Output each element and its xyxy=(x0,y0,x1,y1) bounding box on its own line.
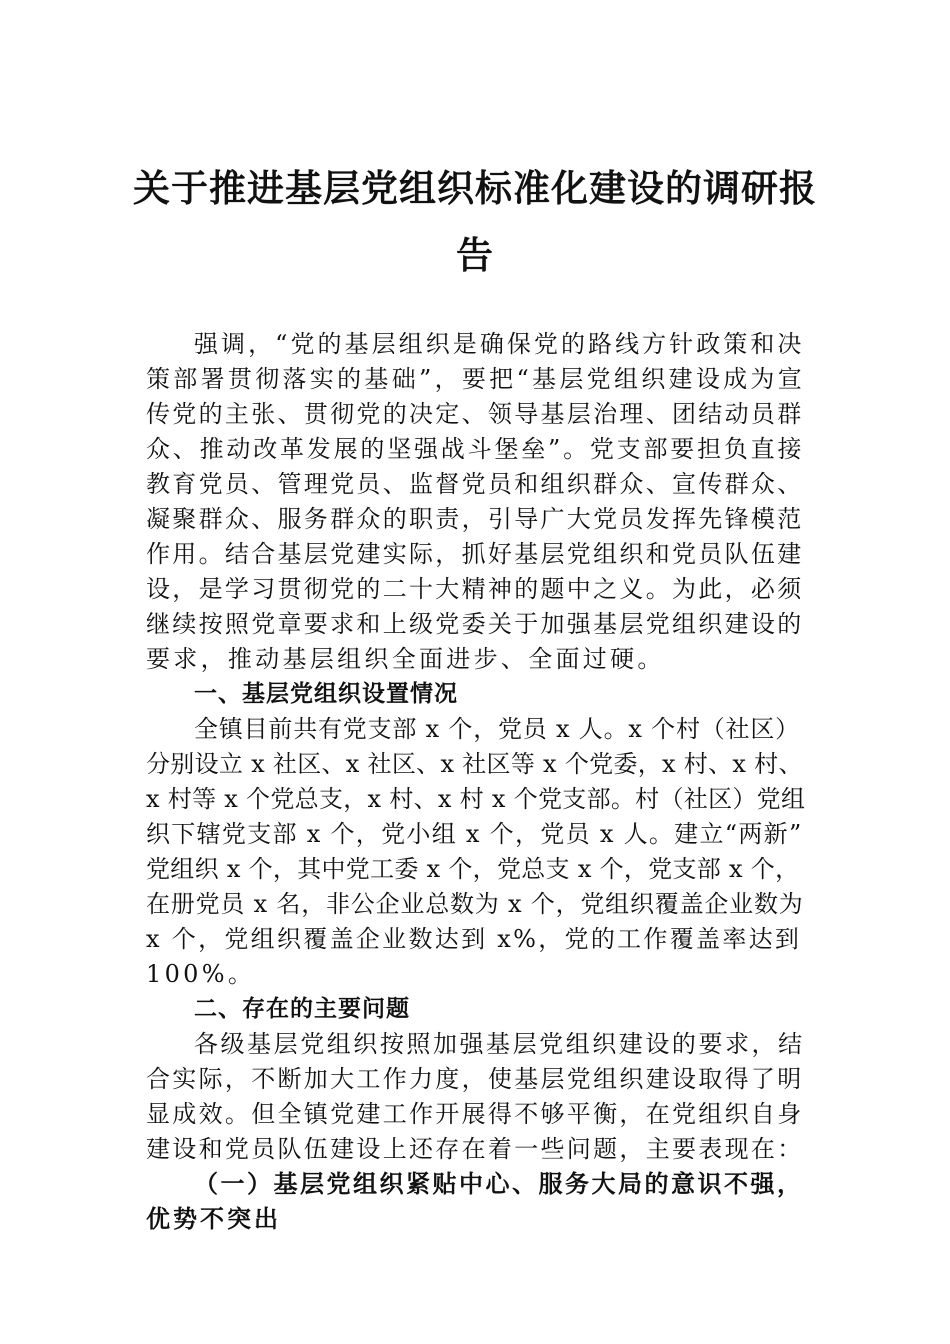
intro-line: 众、推动改革发展的坚强战斗堡垒”。党支部要担负直接 xyxy=(146,435,805,463)
intro-line: 继续按照党章要求和上级党委关于加强基层党组织建设的 xyxy=(146,610,804,638)
intro-line: 教育党员、管理党员、监督党员和组织群众、宣传群众、 xyxy=(146,470,804,498)
intro-line: 作用。结合基层党建实际，抓好基层党组织和党员队伍建 xyxy=(146,540,804,568)
section1-line: x 村等 x 个党总支，x 村、x 村 x 个党支部。村（社区）党组 xyxy=(146,785,806,813)
document-title-line-1: 关于推进基层党组织标准化建设的调研报 xyxy=(133,166,817,210)
intro-line: 要求，推动基层组织全面进步、全面过硬。 xyxy=(146,645,665,673)
intro-line: 凝聚群众、服务群众的职责，引导广大党员发挥先锋模范 xyxy=(146,505,804,533)
intro-line: 策部署贯彻落实的基础”，要把“基层党组织建设成为宣 xyxy=(146,365,806,393)
section2-line: 合实际，不断加大工作力度，使基层党组织建设取得了明 xyxy=(146,1065,804,1093)
section-heading-2: 二、存在的主要问题 xyxy=(194,996,410,1022)
section1-line: 党组织 x 个，其中党工委 x 个，党总支 x 个，党支部 x 个， xyxy=(146,855,800,883)
section1-line: 在册党员 x 名，非公企业总数为 x 个，党组织覆盖企业数为 xyxy=(146,890,804,918)
section2-line: 建设和党员队伍建设上还存在着一些问题，主要表现在： xyxy=(146,1135,804,1163)
section1-line: 100%。 xyxy=(146,960,256,988)
intro-line: 传党的主张、贯彻党的决定、领导基层治理、团结动员群 xyxy=(146,400,804,428)
section1-line: x 个，党组织覆盖企业数达到 x%，党的工作覆盖率达到 xyxy=(146,925,802,953)
section1-line: 分别设立 x 社区、x 社区、x 社区等 x 个党委，x 村、x 村、 xyxy=(146,750,803,778)
section1-line: 全镇目前共有党支部 x 个，党员 x 人。x 个村（社区） xyxy=(194,715,800,743)
section2-line: 各级基层党组织按照加强基层党组织建设的要求，结 xyxy=(194,1030,805,1058)
intro-line: 强调，“党的基层组织是确保党的路线方针政策和决 xyxy=(194,330,805,358)
document-title-line-2: 告 xyxy=(456,233,494,277)
intro-line: 设，是学习贯彻党的二十大精神的题中之义。为此，必须 xyxy=(146,575,804,603)
subsection-heading-line-2: 优势不突出 xyxy=(146,1204,281,1233)
section-heading-1: 一、基层党组织设置情况 xyxy=(194,681,458,707)
section2-line: 显成效。但全镇党建工作开展得不够平衡，在党组织自身 xyxy=(146,1100,804,1128)
section1-line: 织下辖党支部 x 个，党小组 x 个，党员 x 人。建立“两新” xyxy=(146,820,803,848)
subsection-heading-line-1: （一）基层党组织紧贴中心、服务大局的意识不强， xyxy=(194,1169,804,1198)
